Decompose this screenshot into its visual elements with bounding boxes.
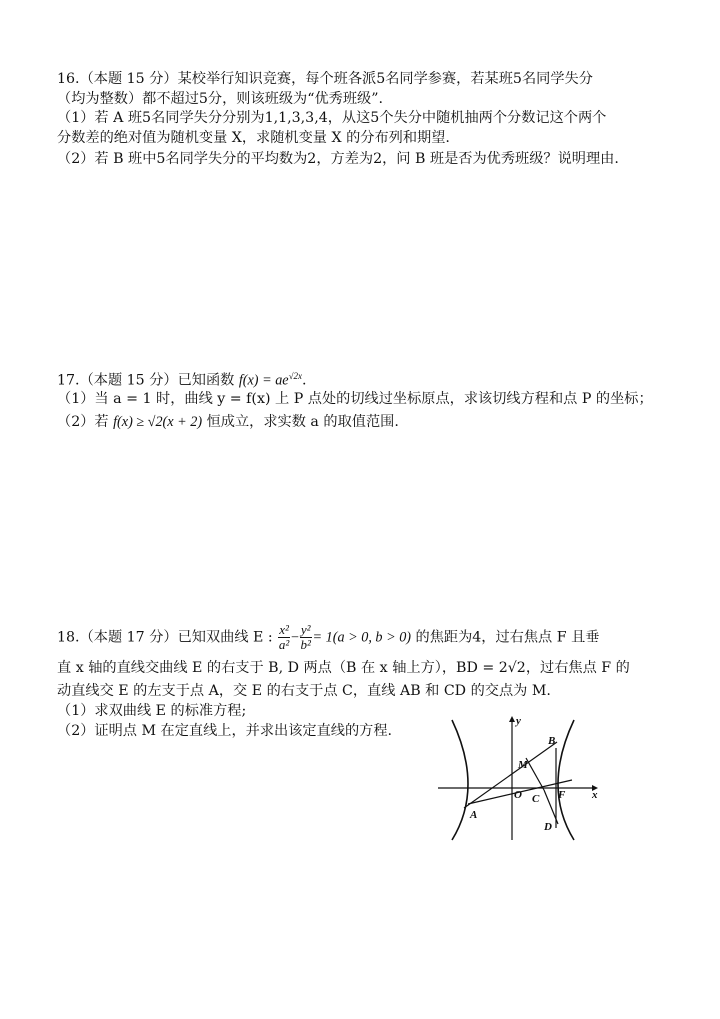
q18-fraction-y <box>300 623 312 652</box>
q18-line-5: （2）证明点 M 在定直线上，并求出该定直线的方程. <box>57 723 393 739</box>
q18-line-1 <box>57 623 599 652</box>
q16-line-5: （2）若 B 班中5名同学失分的平均数为2，方差为2，问 B 班是否为优秀班级？说明理由. <box>57 151 619 167</box>
q17-line-3 <box>57 412 399 432</box>
label-D: D <box>544 821 552 833</box>
q17-function-exponent: √2x <box>288 371 303 381</box>
q18-minus: − <box>290 629 299 646</box>
label-M: M <box>518 759 528 771</box>
label-A: A <box>470 809 478 821</box>
label-y: y <box>516 715 521 727</box>
q16-line-2: （均为整数）都不超过5分，则该班级为“优秀班级”. <box>57 91 383 107</box>
q18-fraction-x <box>278 623 290 652</box>
label-B: B <box>548 735 556 747</box>
line-AB <box>464 742 557 808</box>
hyperbola-left-branch <box>452 720 468 840</box>
q18-line-1-suffix: 的焦距为4，过右焦点 F 且垂 <box>411 629 600 646</box>
q17-period: . <box>302 372 307 389</box>
q17-line-2: （1）当 a = 1 时，曲线 y = f(x) 上 P 点处的切线过坐标原点，求该切线方程和点 P 的坐标； <box>57 391 653 407</box>
label-O: O <box>514 789 522 801</box>
label-F: F <box>558 789 566 801</box>
y-axis-arrow <box>509 716 515 722</box>
q16-line-3: （1）若 A 班5名同学失分分别为1,1,3,3,4，从这5个失分中随机抽两个分数记这个两个 <box>57 110 607 126</box>
q18-line-2: 直 x 轴的直线交曲线 E 的右支于 B, D 两点（B 在 x 轴上方），BD = 2√2，过右焦点 F 的 <box>57 660 630 676</box>
q17-part2-suffix: 恒成立，求实数 a 的取值范围. <box>202 414 399 430</box>
q18-fraction-x-denominator: a² <box>278 637 290 652</box>
q17-heading: 17.（本题 15 分）已知函数 <box>57 372 239 389</box>
label-x: x <box>592 789 598 801</box>
q18-heading: 18.（本题 17 分）已知双曲线 E : <box>57 629 278 646</box>
q17-line-1 <box>57 366 307 391</box>
q16-line-4: 分数差的绝对值为随机变量 X，求随机变量 X 的分布列和期望. <box>57 130 450 146</box>
q18-line-4: （1）求双曲线 E 的标准方程; <box>57 703 247 719</box>
q17-function: f(x) = ae <box>238 372 289 389</box>
q18-equation-rest: = 1(a > 0, b > 0) <box>312 629 412 646</box>
q17-part2-prefix: （2）若 <box>57 414 114 430</box>
hyperbola-figure <box>434 712 604 842</box>
q18-fraction-y-denominator: b² <box>300 637 311 652</box>
q18-fraction-x-numerator: x² <box>279 622 289 637</box>
q17-inequality: f(x) ≥ √2(x + 2) <box>113 414 203 430</box>
label-C: C <box>532 793 540 805</box>
line-CD <box>526 758 544 790</box>
q18-line-3: 动直线交 E 的左支于点 A，交 E 的右支于点 C，直线 AB 和 CD 的交点为 M. <box>57 683 551 699</box>
q16-line-1: 16.（本题 15 分）某校举行知识竞赛，每个班各派5名同学参赛，若某班5名同学失分 <box>57 71 593 87</box>
q18-fraction-y-numerator: y² <box>300 622 311 637</box>
